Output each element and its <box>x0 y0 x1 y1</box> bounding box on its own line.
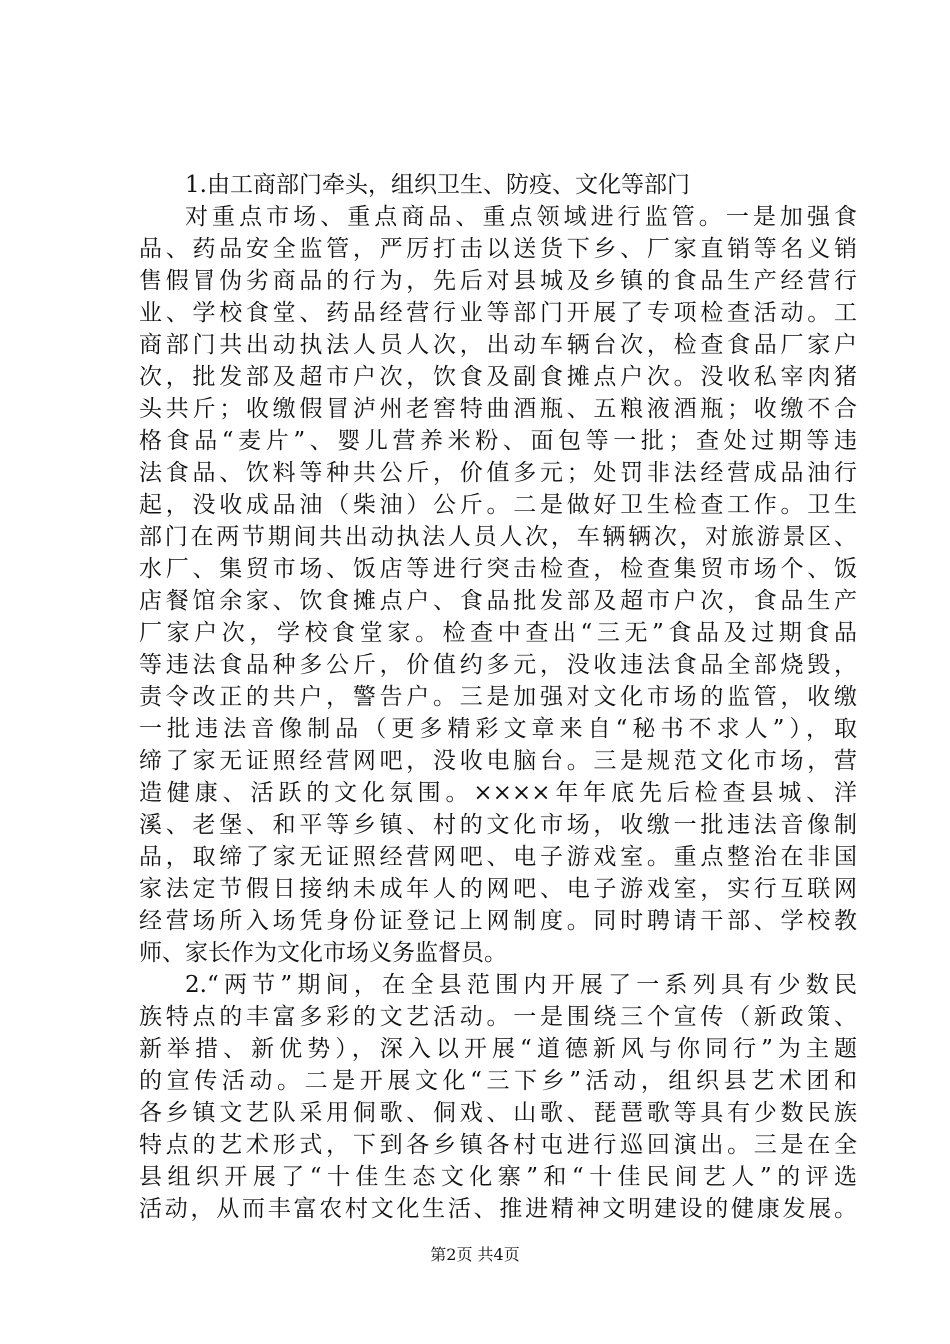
paragraph-2-line-10: 起，没收成品油（柴油）公斤。二是做好卫生检查工作。卫生 <box>139 492 857 518</box>
paragraph-2-line-20: 溪、老堡、和平等乡镇、村的文化市场，收缴一批违法音像制 <box>139 812 857 838</box>
paragraph-2-line-5: 商部门共出动执法人员人次，出动车辆台次，检查食品厂家户 <box>139 332 857 358</box>
paragraph-2-line-13: 店餐馆余家、饮食摊点户、食品批发部及超市户次，食品生产 <box>139 588 857 614</box>
paragraph-2-line-22: 家法定节假日接纳未成年人的网吧、电子游戏室，实行互联网 <box>139 876 857 902</box>
paragraph-3-line-2: 族特点的丰富多彩的文艺活动。一是围绕三个宣传（新政策、 <box>139 1004 857 1030</box>
paragraph-3-line-6: 特点的艺术形式，下到各乡镇各村屯进行巡回演出。三是在全 <box>139 1132 857 1158</box>
paragraph-3-line-4: 的宣传活动。二是开展文化“三下乡”活动，组织县艺术团和 <box>139 1068 857 1094</box>
paragraph-2-line-15: 等违法食品种多公斤，价值约多元，没收违法食品全部烧毁， <box>139 652 857 678</box>
paragraph-3-line-1: 2.“两节”期间，在全县范围内开展了一系列具有少数民 <box>185 972 857 998</box>
paragraph-3-line-3: 新举措、新优势），深入以开展“道德新风与你同行”为主题 <box>139 1036 857 1062</box>
paragraph-1-line-1: 1.由工商部门牵头，组织卫生、防疫、文化等部门 <box>185 172 690 198</box>
paragraph-2-line-14: 厂家户次，学校食堂家。检查中查出“三无”食品及过期食品 <box>139 620 857 646</box>
paragraph-3-line-5: 各乡镇文艺队采用侗歌、侗戏、山歌、琵琶歌等具有少数民族 <box>139 1100 857 1126</box>
paragraph-2-line-16: 责令改正的共户，警告户。三是加强对文化市场的监管，收缴 <box>139 684 857 710</box>
paragraph-2-line-3: 售假冒伪劣商品的行为，先后对县城及乡镇的食品生产经营行 <box>139 268 857 294</box>
paragraph-2-line-18: 缔了家无证照经营网吧，没收电脑台。三是规范文化市场，营 <box>139 748 857 774</box>
paragraph-2-line-24: 师、家长作为文化市场义务监督员。 <box>139 940 507 966</box>
paragraph-2-line-19: 造健康、活跃的文化氛围。××××年年底先后检查县城、洋 <box>139 780 857 806</box>
page-number-footer: 第2页 共4页 <box>430 1245 520 1264</box>
document-body <box>139 169 857 1225</box>
paragraph-2-line-17: 一批违法音像制品（更多精彩文章来自“秘书不求人”），取 <box>139 716 857 742</box>
paragraph-2-line-9: 法食品、饮料等种共公斤，价值多元；处罚非法经营成品油行 <box>139 460 857 486</box>
paragraph-2-line-2: 品、药品安全监管，严厉打击以送货下乡、厂家直销等名义销 <box>139 236 857 262</box>
paragraph-3-line-7: 县组织开展了“十佳生态文化寨”和“十佳民间艺人”的评选 <box>139 1164 857 1190</box>
paragraph-2-line-23: 经营场所入场凭身份证登记上网制度。同时聘请干部、学校教 <box>139 908 857 934</box>
paragraph-2-line-21: 品，取缔了家无证照经营网吧、电子游戏室。重点整治在非国 <box>139 844 857 870</box>
paragraph-2-line-11: 部门在两节期间共出动执法人员人次，车辆辆次，对旅游景区、 <box>139 524 857 550</box>
paragraph-2-line-4: 业、学校食堂、药品经营行业等部门开展了专项检查活动。工 <box>139 300 857 326</box>
paragraph-2-line-1: 对重点市场、重点商品、重点领域进行监管。一是加强食 <box>185 204 857 230</box>
paragraph-2-line-12: 水厂、集贸市场、饭店等进行突击检查，检查集贸市场个、饭 <box>139 556 857 582</box>
paragraph-2-line-8: 格食品“麦片”、婴儿营养米粉、面包等一批；查处过期等违 <box>139 428 857 454</box>
paragraph-2-line-7: 头共斤；收缴假冒泸州老窖特曲酒瓶、五粮液酒瓶；收缴不合 <box>139 396 857 422</box>
paragraph-2-line-6: 次，批发部及超市户次，饮食及副食摊点户次。没收私宰肉猪 <box>139 364 857 390</box>
paragraph-3-line-8: 活动，从而丰富农村文化生活、推进精神文明建设的健康发展。 <box>139 1196 857 1222</box>
